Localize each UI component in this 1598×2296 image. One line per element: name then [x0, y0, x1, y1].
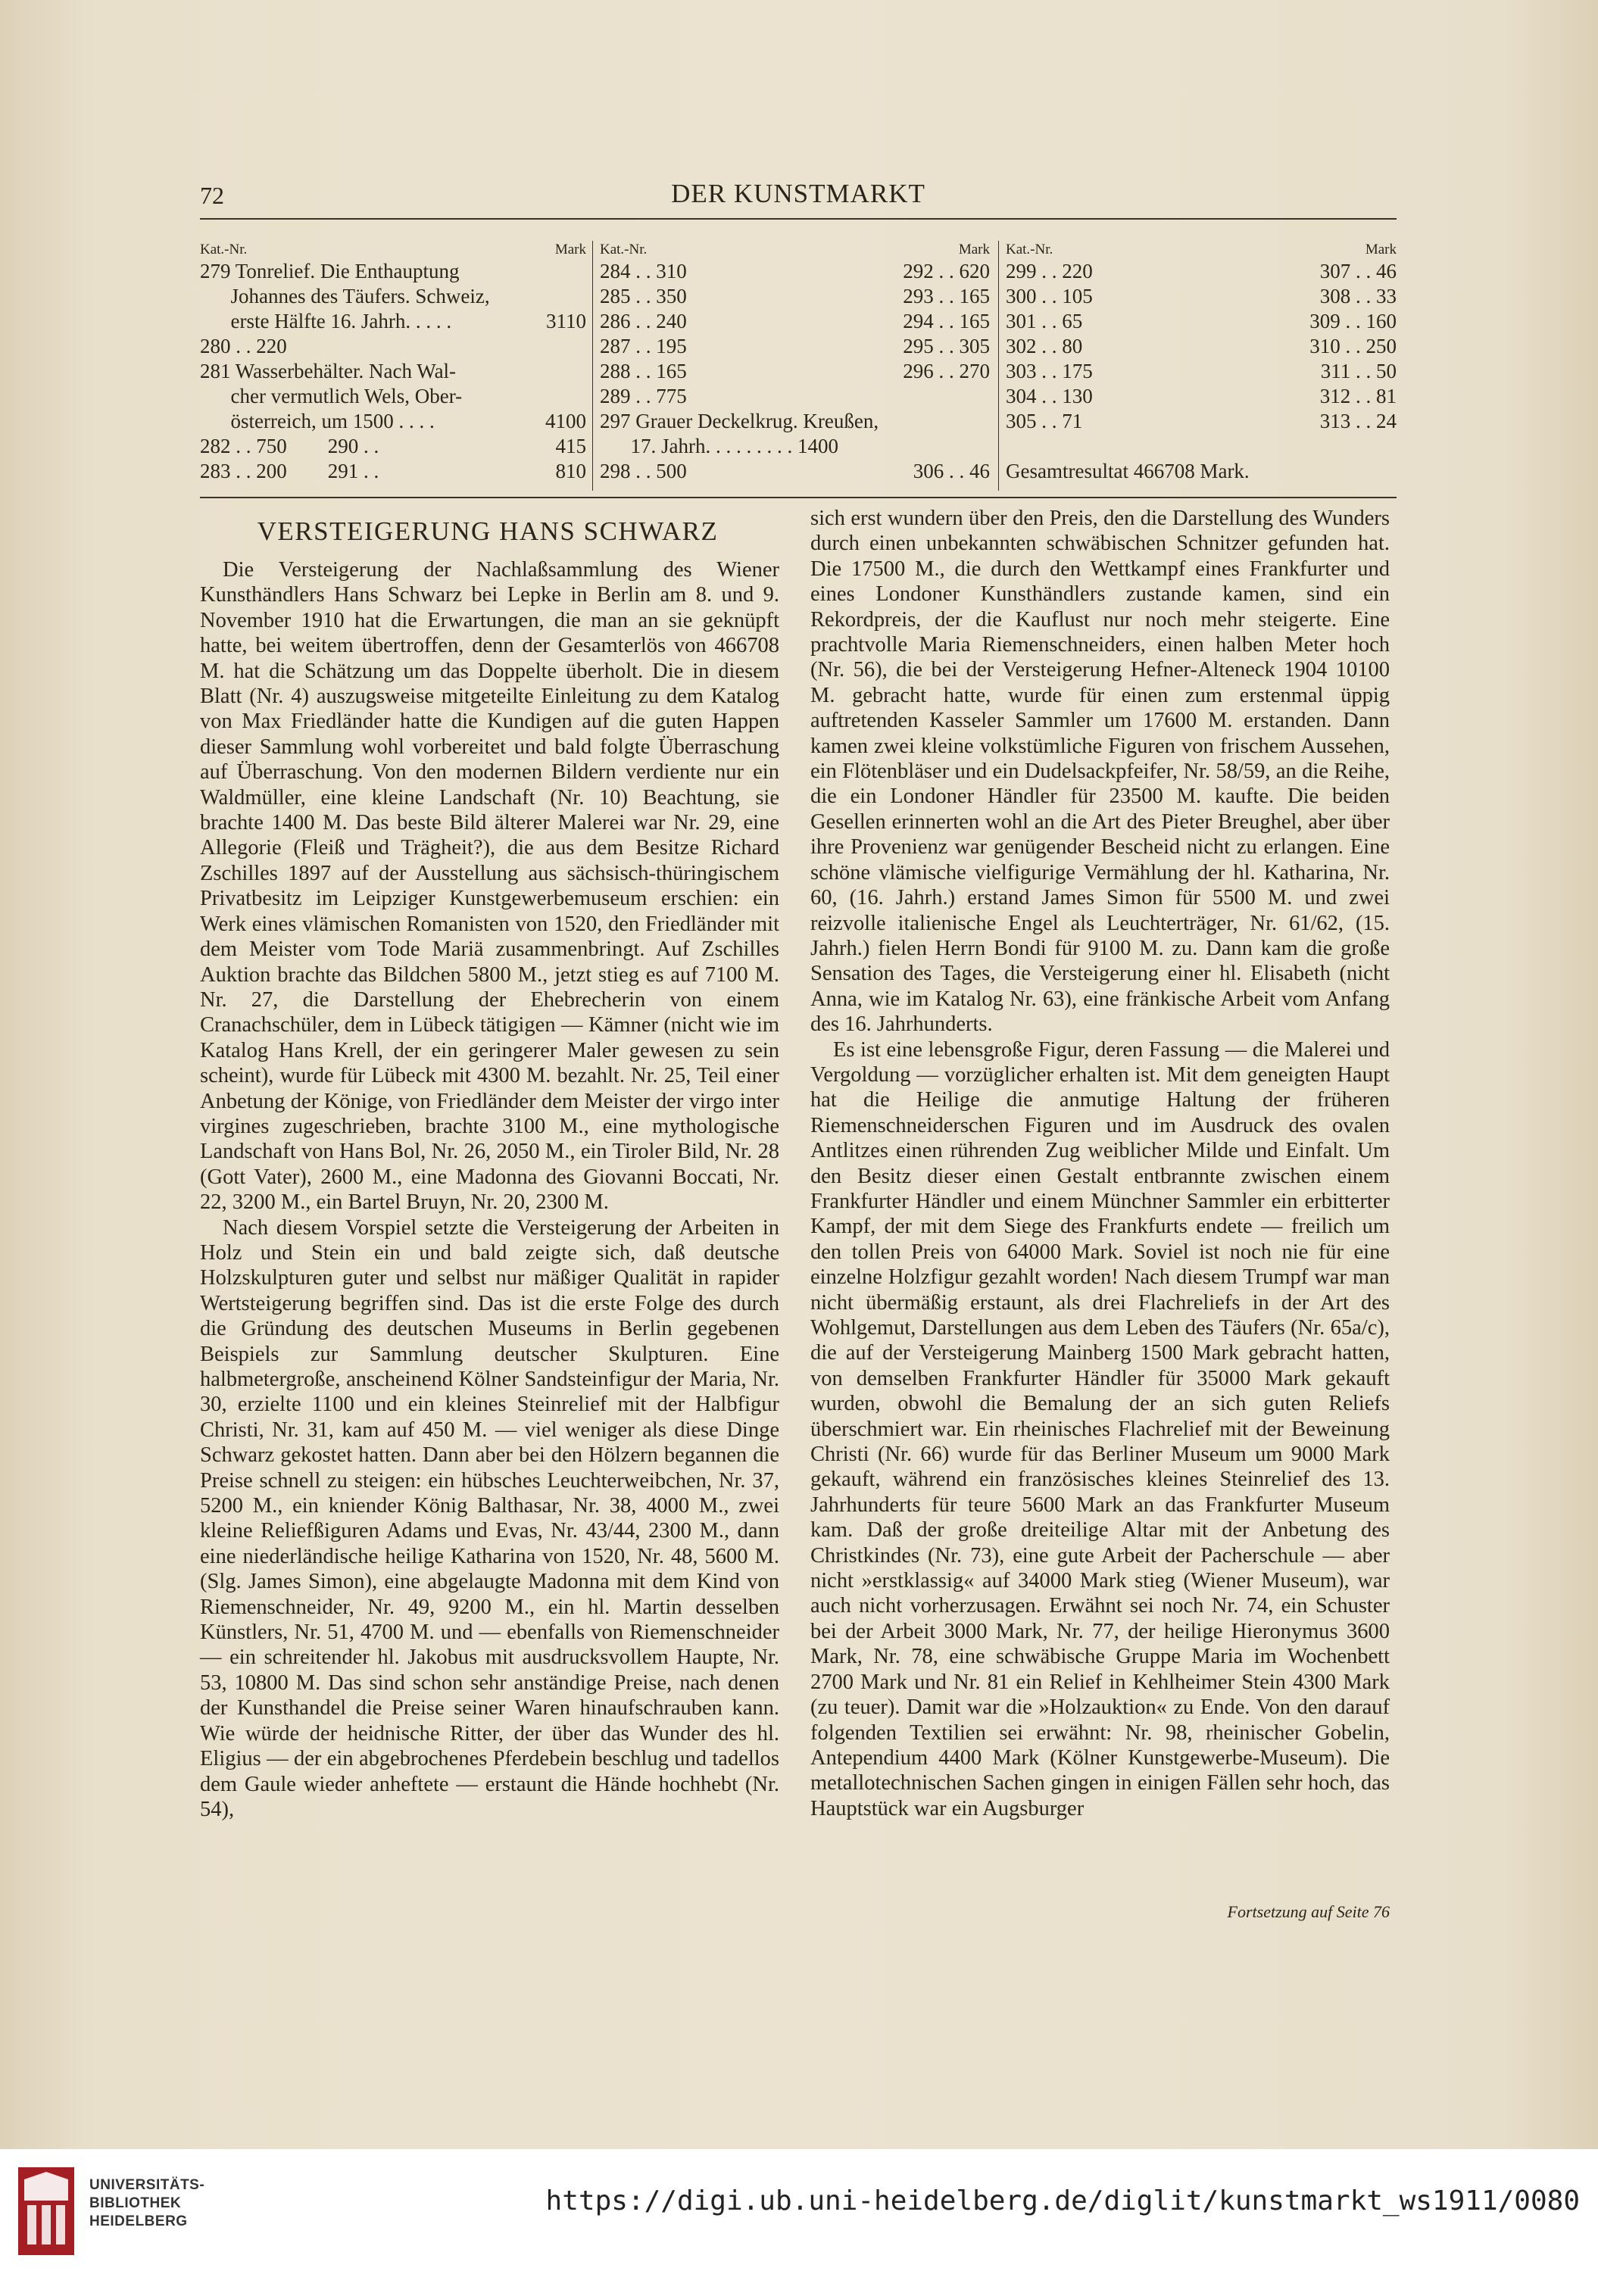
catalog-row: [200, 434, 586, 459]
catalog-header: [1006, 241, 1397, 259]
catalog-row: [1006, 309, 1397, 334]
catalog-cell: 415: [555, 435, 586, 457]
catalog-row: [1006, 284, 1397, 309]
catalog-cell: 305 . . 71: [1006, 410, 1083, 432]
catalog-row: [600, 309, 990, 334]
catalog-row: [1006, 409, 1397, 434]
catalog-header-label: Kat.-Nr.: [1006, 242, 1053, 257]
catalog-row: [1006, 459, 1397, 484]
catalog-row: [1006, 334, 1397, 359]
catalog-row: [200, 284, 586, 309]
article-paragraph: Die Versteigerung der Nachlaßsammlung des Wiener Kunsthändlers Hans Schwarz bei Lepke in Berlin am 8. und 9. November 1910 hat die Erwartungen, die man an sie geknüpft hatte, bei weitem übertroffen, denn der Gesamterlös von 466708 M. hat die Schätzung um das Doppelte überholt. Die in diesem Blatt (Nr. 4) auszugsweise mitgeteilte Einleitung zu dem Katalog von Max Friedländer hatte die Kundigen auf die guten Happen dieser Sammlung wohl vorbereitet und bald folgte Überraschung auf Überraschung. Von den modernen Bildern verdiente nur ein Waldmüller, eine kleine Landschaft (Nr. 10) Beachtung, sie brachte 1400 M. Das beste Bild älterer Malerei war Nr. 29, eine Allegorie (Fleiß und Trägheit?), die aus dem Besitze Richard Zschilles 1897 auf der Ausstellung aus sächsisch-thüringischem Privatbesitz im Leipziger Kunstgewerbemuseum erschien: ein Werk eines vlämischen Romanisten von 1520, den Friedländer mit dem Meister vom Tode Mariä zusammenbringt. Auf Zschilles Auktion brachte das Bildchen 5800 M., jetzt stieg es auf 7100 M. Nr. 27, die Darstellung der Ehebrecherin von einem Cranachschüler, dem in Lübeck tätigigen — Kämner (nicht wie im Katalog Hans Krell, der ein geringerer Maler gewesen zu sein scheint), wurde für Lübeck mit 4300 M. bezahlt. Nr. 25, Teil einer Anbetung der Könige, von Friedländer dem Meister der virgo inter virgines zugeschrieben, brachte 3100 M., eine mythologische Landschaft von Hans Bol, Nr. 26, 2050 M., ein Tiroler Bild, Nr. 28 (Gott Vater), 2600 M., eine Madonna des Giovanni Boccati, Nr. 22, 3200 M., ein Bartel Bruyn, Nr. 20, 2300 M.: [200, 558, 779, 1215]
catalog-cell: 303 . . 175: [1006, 360, 1093, 382]
catalog-cell: 310 . . 250: [1309, 335, 1397, 357]
catalog-row: [200, 309, 586, 334]
catalog-row: [600, 359, 990, 384]
catalog-cell: 284 . . 310: [600, 260, 687, 282]
catalog-row: [200, 459, 586, 484]
catalog-cell: 279 Tonrelief. Die Enthauptung: [200, 260, 460, 282]
catalog-cell: 280 . . 220: [200, 335, 287, 357]
catalog-row: [600, 284, 990, 309]
catalog-header-label: Mark: [554, 242, 586, 257]
page-url-link[interactable]: https://digi.ub.uni-heidelberg.de/diglit/kunstmarkt_ws1911/0080: [545, 2185, 1580, 2216]
catalog-row: [200, 334, 586, 359]
catalog-row: [1006, 359, 1397, 384]
library-name: UNIVERSITÄTS- BIBLIOTHEK HEIDELBERG: [89, 2177, 205, 2229]
catalog-row: [200, 259, 586, 284]
catalog-cell: 294 . . 165: [903, 310, 990, 332]
catalog-cell: 289 . . 775: [600, 385, 687, 407]
catalog-cell: [581, 359, 586, 384]
catalog-cell: 287 . . 195: [600, 335, 687, 357]
catalog-cell: 304 . . 130: [1006, 385, 1093, 407]
catalog-cell: [985, 434, 990, 459]
catalog-column-1: [200, 241, 586, 491]
catalog-cell: 296 . . 270: [903, 360, 990, 382]
catalog-header-label: Mark: [1365, 242, 1397, 257]
catalog-header: [600, 241, 990, 259]
catalog-cell: 306 . . 46: [913, 460, 990, 482]
catalog-row: [1006, 434, 1397, 459]
header-rule: [200, 218, 1397, 220]
catalog-cell: 302 . . 80: [1006, 335, 1083, 357]
catalog-cell: 311 . . 50: [1320, 360, 1397, 382]
footer-band: [0, 2149, 1598, 2296]
catalog-cell: 298 . . 500: [600, 460, 687, 482]
catalog-cell: 295 . . 305: [903, 335, 990, 357]
catalog-cell: [581, 259, 586, 284]
catalog-cell: 17. Jahrh. . . . . . . . . 1400: [600, 435, 838, 457]
catalog-row: [1006, 259, 1397, 284]
catalog-row: [200, 409, 586, 434]
catalog-header-label: Mark: [958, 242, 990, 257]
continuation-note: Fortsetzung auf Seite 76: [1227, 1902, 1390, 1921]
running-title: DER KUNSTMARKT: [671, 179, 925, 208]
catalog-cell: 301 . . 65: [1006, 310, 1083, 332]
catalog-cell: 3110: [546, 310, 586, 332]
catalog-divider: [592, 241, 593, 491]
catalog-cell: Johannes des Täufers. Schweiz,: [200, 285, 490, 307]
catalog-column-3: [1006, 241, 1397, 491]
catalog-cell: 810: [555, 460, 586, 482]
catalog-row: [600, 384, 990, 409]
catalog-row: [200, 359, 586, 384]
catalog-cell: österreich, um 1500 . . . .: [200, 410, 435, 432]
catalog-header: [200, 241, 586, 259]
catalog-cell: 308 . . 33: [1319, 285, 1397, 307]
catalog-cell: 288 . . 165: [600, 360, 687, 382]
catalog-cell: [581, 334, 586, 359]
article-paragraph: sich erst wundern über den Preis, den die Darstellung des Wunders durch einen unbekannten schwäbischen Schnitzer gefunden hat. Die 17500 M., die durch den Wettkampf eines Frankfurter und eines Londoner Kunsthändlers zustande kamen, sind ein Rekordpreis, der die Kauflust nur noch mehr steigerte. Eine prachtvolle Maria Riemenschneiders, einen halben Meter hoch (Nr. 56), die bei der Versteigerung Hefner-Alteneck 1904 10100 M. gebracht hatte, wurde für einen zum erstenmal üppig auftretenden Kasseler Sammler um 17600 M. erstanden. Dann kamen zwei kleine volkstümliche Figuren von frischem Aussehen, ein Flötenbläser und ein Dudelsackpfeifer, Nr. 58/59, an die Reihe, die ein Londoner Händler für 23500 M. kaufte. Die beiden Gesellen erinnerten wohl an die Art des Pieter Breughel, aber über ihre Provenienz war genügender Bescheid nicht zu erlangen. Eine schöne vlämische vielfigurige Vermählung der hl. Katharina, Nr. 60, (16. Jahrh.) erstand James Simon für 5500 M. und zwei reizvolle italienische Engel als Leuchterträger, Nr. 61/62, (15. Jahrh.) fielen Herrn Bondi für 9100 M. zu. Dann kam die große Sensation des Tages, die Versteigerung einer hl. Elisabeth (nicht Anna, wie im Katalog Nr. 63), eine fränkische Arbeit vom Anfang des 16. Jahrhunderts.: [810, 507, 1390, 1037]
catalog-cell: [581, 284, 586, 309]
article-paragraph: Nach diesem Vorspiel setzte die Versteigerung der Arbeiten in Holz und Stein ein und bald zeigte sich, daß deutsche Holzskulpturen guter und selbst nur mäßiger Qualität in rapider Wertsteigerung begriffen sind. Das ist die erste Folge des durch die Gründung des deutschen Museums in Berlin gegebenen Beispiels zur Sammlung deutscher Skulpturen. Eine halbmetergroße, anscheinend Kölner Sandsteinfigur der Maria, Nr. 30, erzielte 1100 und ein kleines Steinrelief mit der Halbfigur Christi, Nr. 31, kam auf 450 M. — viel weniger als diese Dinge Schwarz gekostet hatten. Dann aber bei den Hölzern begannen die Preise schnell zu steigen: ein hübsches Leuchterweibchen, Nr. 37, 5200 M., ein kniender König Balthasar, Nr. 38, 4000 M., zwei kleine Reliefßiguren Adams und Evas, Nr. 43/44, 2300 M., dann eine niederländische heilige Katharina von 1520, Nr. 48, 5600 M. (Slg. James Simon), eine abgelaugte Madonna mit dem Kind von Riemenschneider, Nr. 49, 9200 M., ein hl. Martin desselben Künstlers, Nr. 51, 4700 M. und — ebenfalls von Riemenschneider — ein schreitender hl. Jakobus mit ausdrucksvollem Haupte, Nr. 53, 10800 M. Das sind schon sehr anständige Preise, nach denen der Kunsthandel die Preise seiner Waren hinaufschrauben kann. Wie würde der heidnische Ritter, der über das Wunder des hl. Eligius — der ein abgebrochenes Pferdebein beschlug und tadellos dem Gaule wieder anheftete — erstaunt die Hände hochhebt (Nr. 54),: [200, 1215, 779, 1821]
catalog-row: [1006, 384, 1397, 409]
catalog-row: [600, 434, 990, 459]
catalog-cell: [1391, 434, 1397, 459]
catalog-cell: 282 . . 750 290 . .: [200, 435, 379, 457]
catalog-cell: 307 . . 46: [1319, 260, 1397, 282]
catalog-cell: 285 . . 350: [600, 285, 687, 307]
catalog-cell: 312 . . 81: [1319, 385, 1397, 407]
catalog-row: [600, 459, 990, 484]
catalog-cell: 300 . . 105: [1006, 285, 1093, 307]
catalog-cell: [581, 384, 586, 409]
catalog-cell: [985, 409, 990, 434]
page-header: [200, 179, 1397, 217]
catalog-header-label: Kat.-Nr.: [200, 242, 248, 257]
article-column-right: [810, 506, 1390, 1821]
article-paragraph: Es ist eine lebensgroße Figur, deren Fassung — die Malerei und Vergoldung — vorzüglicher erhalten ist. Mit dem geneigten Haupt hat die Heilige die anmutige Haltung der früheren Riemenschneiderschen Figuren und im Ausdruck des ovalen Antlitzes einen rührenden Zug weiblicher Milde und Einfalt. Um den Besitz dieser einen Gestalt entbrannte zwischen einem Frankfurter Händler und einem Münchner Sammler ein erbitterter Kampf, der mit dem Siege des Frankfurts endete — freilich um den tollen Preis von 64000 Mark. Soviel ist noch nie für eine einzelne Holzfigur gezahlt worden! Nach diesem Trumpf war man nicht übermäßig erstaunt, als drei Flachreliefs in der Art des Wohlgemut, Darstellungen aus dem Leben des Täufers (Nr. 65a/c), die auf der Versteigerung Mainberg 1500 Mark gebracht hatten, von demselben Frankfurter Händler für 35000 Mark gekauft wurden, obwohl die Bemalung der an sich guten Reliefs überschmiert war. Ein rheinisches Flachrelief mit der Beweinung Christi (Nr. 66) wurde für das Berliner Museum um 9000 Mark gekauft, während ein französisches kleines Steinrelief des 13. Jahrhunderts für teure 5600 Mark an das Frankfurter Museum kam. Daß der große dreiteilige Altar mit der Anbetung des Christkindes (Nr. 73), eine gute Arbeit der Pacherschule — aber nicht »erstklassig« auf 34000 Mark stieg (Wiener Museum), war auch nicht vorherzusagen. Erwähnt sei noch Nr. 74, ein Schuster bei der Arbeit 3000 Mark, Nr. 77, der heilige Hieronymus 3600 Mark, Nr. 78, eine schwäbische Gruppe Maria im Wochenbett 2700 Mark und Nr. 81 ein Relief in Kehlheimer Stein 4300 Mark (zu teuer). Damit war die »Holzauktion« zu Ende. Von den darauf folgenden Textilien sei erwähnt: Nr. 98, rheinischer Gobelin, Antependium 4400 Mark (Kölner Kunstgewerbe-Museum). Die metallotechnischen Sachen gingen in einigen Fällen sehr hoch, das Hauptstück war ein Augsburger: [810, 1037, 1390, 1820]
catalog-cell: [1006, 434, 1011, 459]
catalog-cell: [985, 384, 990, 409]
catalog-cell: 283 . . 200 291 . .: [200, 460, 379, 482]
catalog-cell: 281 Wasserbehälter. Nach Wal-: [200, 360, 457, 382]
catalog-row: [600, 409, 990, 434]
article-title: VERSTEIGERUNG HANS SCHWARZ: [257, 516, 719, 546]
catalog-cell: 313 . . 24: [1319, 410, 1397, 432]
catalog-row: [600, 334, 990, 359]
article-column-left: [200, 557, 779, 1822]
catalog-cell: [1391, 459, 1397, 484]
section-rule: [200, 497, 1397, 498]
catalog-cell: 293 . . 165: [903, 285, 990, 307]
library-logo-icon: [17, 2166, 76, 2257]
catalog-cell: erste Hälfte 16. Jahrh. . . . .: [200, 310, 452, 332]
catalog-cell: 4100: [545, 410, 586, 432]
catalog-divider: [998, 241, 999, 491]
catalog-cell: cher vermutlich Wels, Ober-: [200, 385, 463, 407]
page-number: 72: [200, 182, 224, 209]
catalog-cell: Gesamtresultat 466708 Mark.: [1006, 460, 1250, 482]
catalog-header-label: Kat.-Nr.: [600, 242, 648, 257]
catalog-cell: 299 . . 220: [1006, 260, 1093, 282]
catalog-column-2: [600, 241, 990, 491]
catalog-row: [200, 384, 586, 409]
catalog-cell: 286 . . 240: [600, 310, 687, 332]
catalog-row: [600, 259, 990, 284]
catalog-cell: 309 . . 160: [1309, 310, 1397, 332]
catalog-cell: 297 Grauer Deckelkrug. Kreußen,: [600, 410, 879, 432]
catalog-cell: 292 . . 620: [903, 260, 990, 282]
